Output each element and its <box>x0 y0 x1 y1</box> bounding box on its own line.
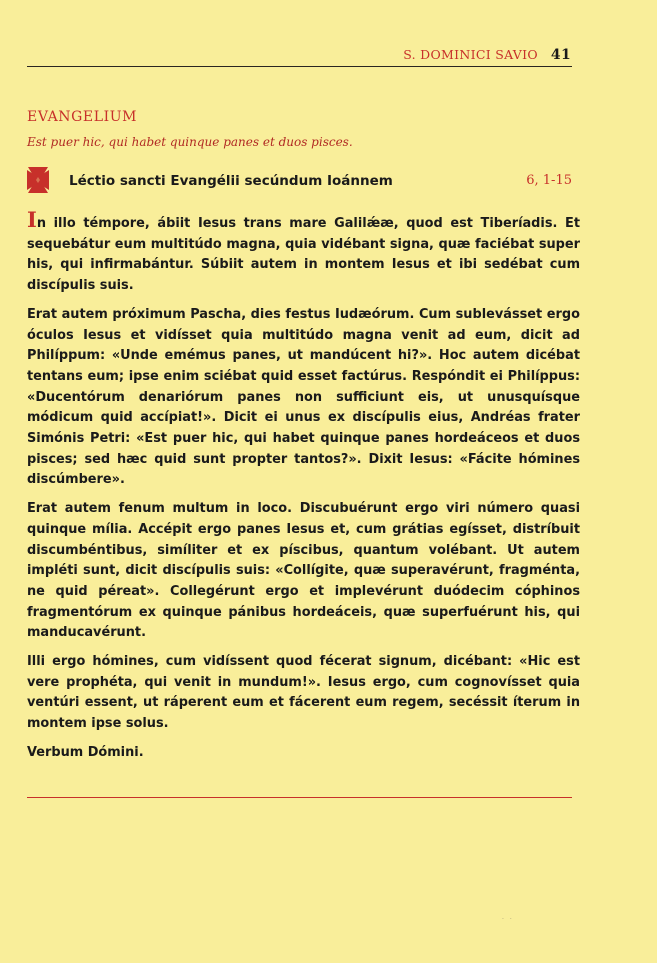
closing-acclamation: Verbum Dómini. <box>27 744 144 760</box>
section-label: EVANGELIUM <box>27 109 138 125</box>
reading-reference: 6, 1-15 <box>526 173 572 188</box>
cross-pattee-icon <box>27 166 49 194</box>
page-speck: · · <box>502 916 514 923</box>
paragraph-text: n illo témpore, ábiit Iesus trans mare Galilǽæ, quod est Tiberíadis. Et sequebátur eum multitúdo magna, quia vidébant signa, quæ faciébat super his, qui infirmabántur. Súbiit autem in montem Iesus et ibi sedébat cum discípulis suis. <box>27 216 580 294</box>
footer-rule <box>27 797 572 798</box>
header-rule <box>27 66 572 67</box>
page-number: 41 <box>550 47 571 63</box>
reading-heading <box>27 167 580 199</box>
paragraph <box>27 207 580 297</box>
reading-subtitle: Est puer hic, qui habet quinque panes et duos pisces. <box>27 135 353 149</box>
reading-section <box>27 108 580 772</box>
paragraph: Erat autem fenum multum in loco. Discubuérunt ergo viri número quasi quinque mília. Accépit ergo panes Iesus et, cum grátias egísset, distríbuit discumbéntibus, simíliter et ex píscibus, quantum volébant. Ut autem impléti sunt, dicit discípulis suis: «Collígite, quæ superavérunt, fragménta, ne quid péreat». Collegérunt ergo et implevérunt duódecim cóphinos fragmentórum ex quinque pánibus hordeáceis, quæ superfuérunt his, qui manducavérunt. <box>27 501 580 641</box>
gospel-text <box>27 207 580 764</box>
reading-title: Léctio sancti Evangélii secúndum Ioánnem <box>69 173 393 189</box>
running-head <box>403 47 571 63</box>
running-title: S. DOMINICI SAVIO <box>403 47 538 62</box>
initial-letter: I <box>27 207 37 232</box>
paragraph: Illi ergo hómines, cum vidíssent quod fécerat signum, dicébant: «Hic est vere prophéta, qui venit in mundum!». Iesus ergo, cum cognovísset quia ventúri essent, ut ráperent eum et fácerent eum regem, secéssit íterum in montem ipse solus. <box>27 654 580 732</box>
paragraph: Erat autem próximum Pascha, dies festus Iudæórum. Cum sublevásset ergo óculos Iesus et vidísset quia multitúdo magna venit ad eum, dicit ad Philíppum: «Unde emémus panes, ut mandúcent hi?». Hoc autem dicébat tentans eum; ipse enim sciébat quid esset factúrus. Respóndit ei Philíppus: «Ducentórum denariórum panes non sufficiunt eis, ut unusquísque módicum quid accípiat!». Dicit ei unus ex discípulis eius, Andréas frater Simónis Petri: «Est puer hic, qui habet quinque panes hordeáceos et duos pisces; sed hæc quid sunt propter tantos?». Dixit Iesus: «Fácite hómines discúmbere». <box>27 306 580 488</box>
